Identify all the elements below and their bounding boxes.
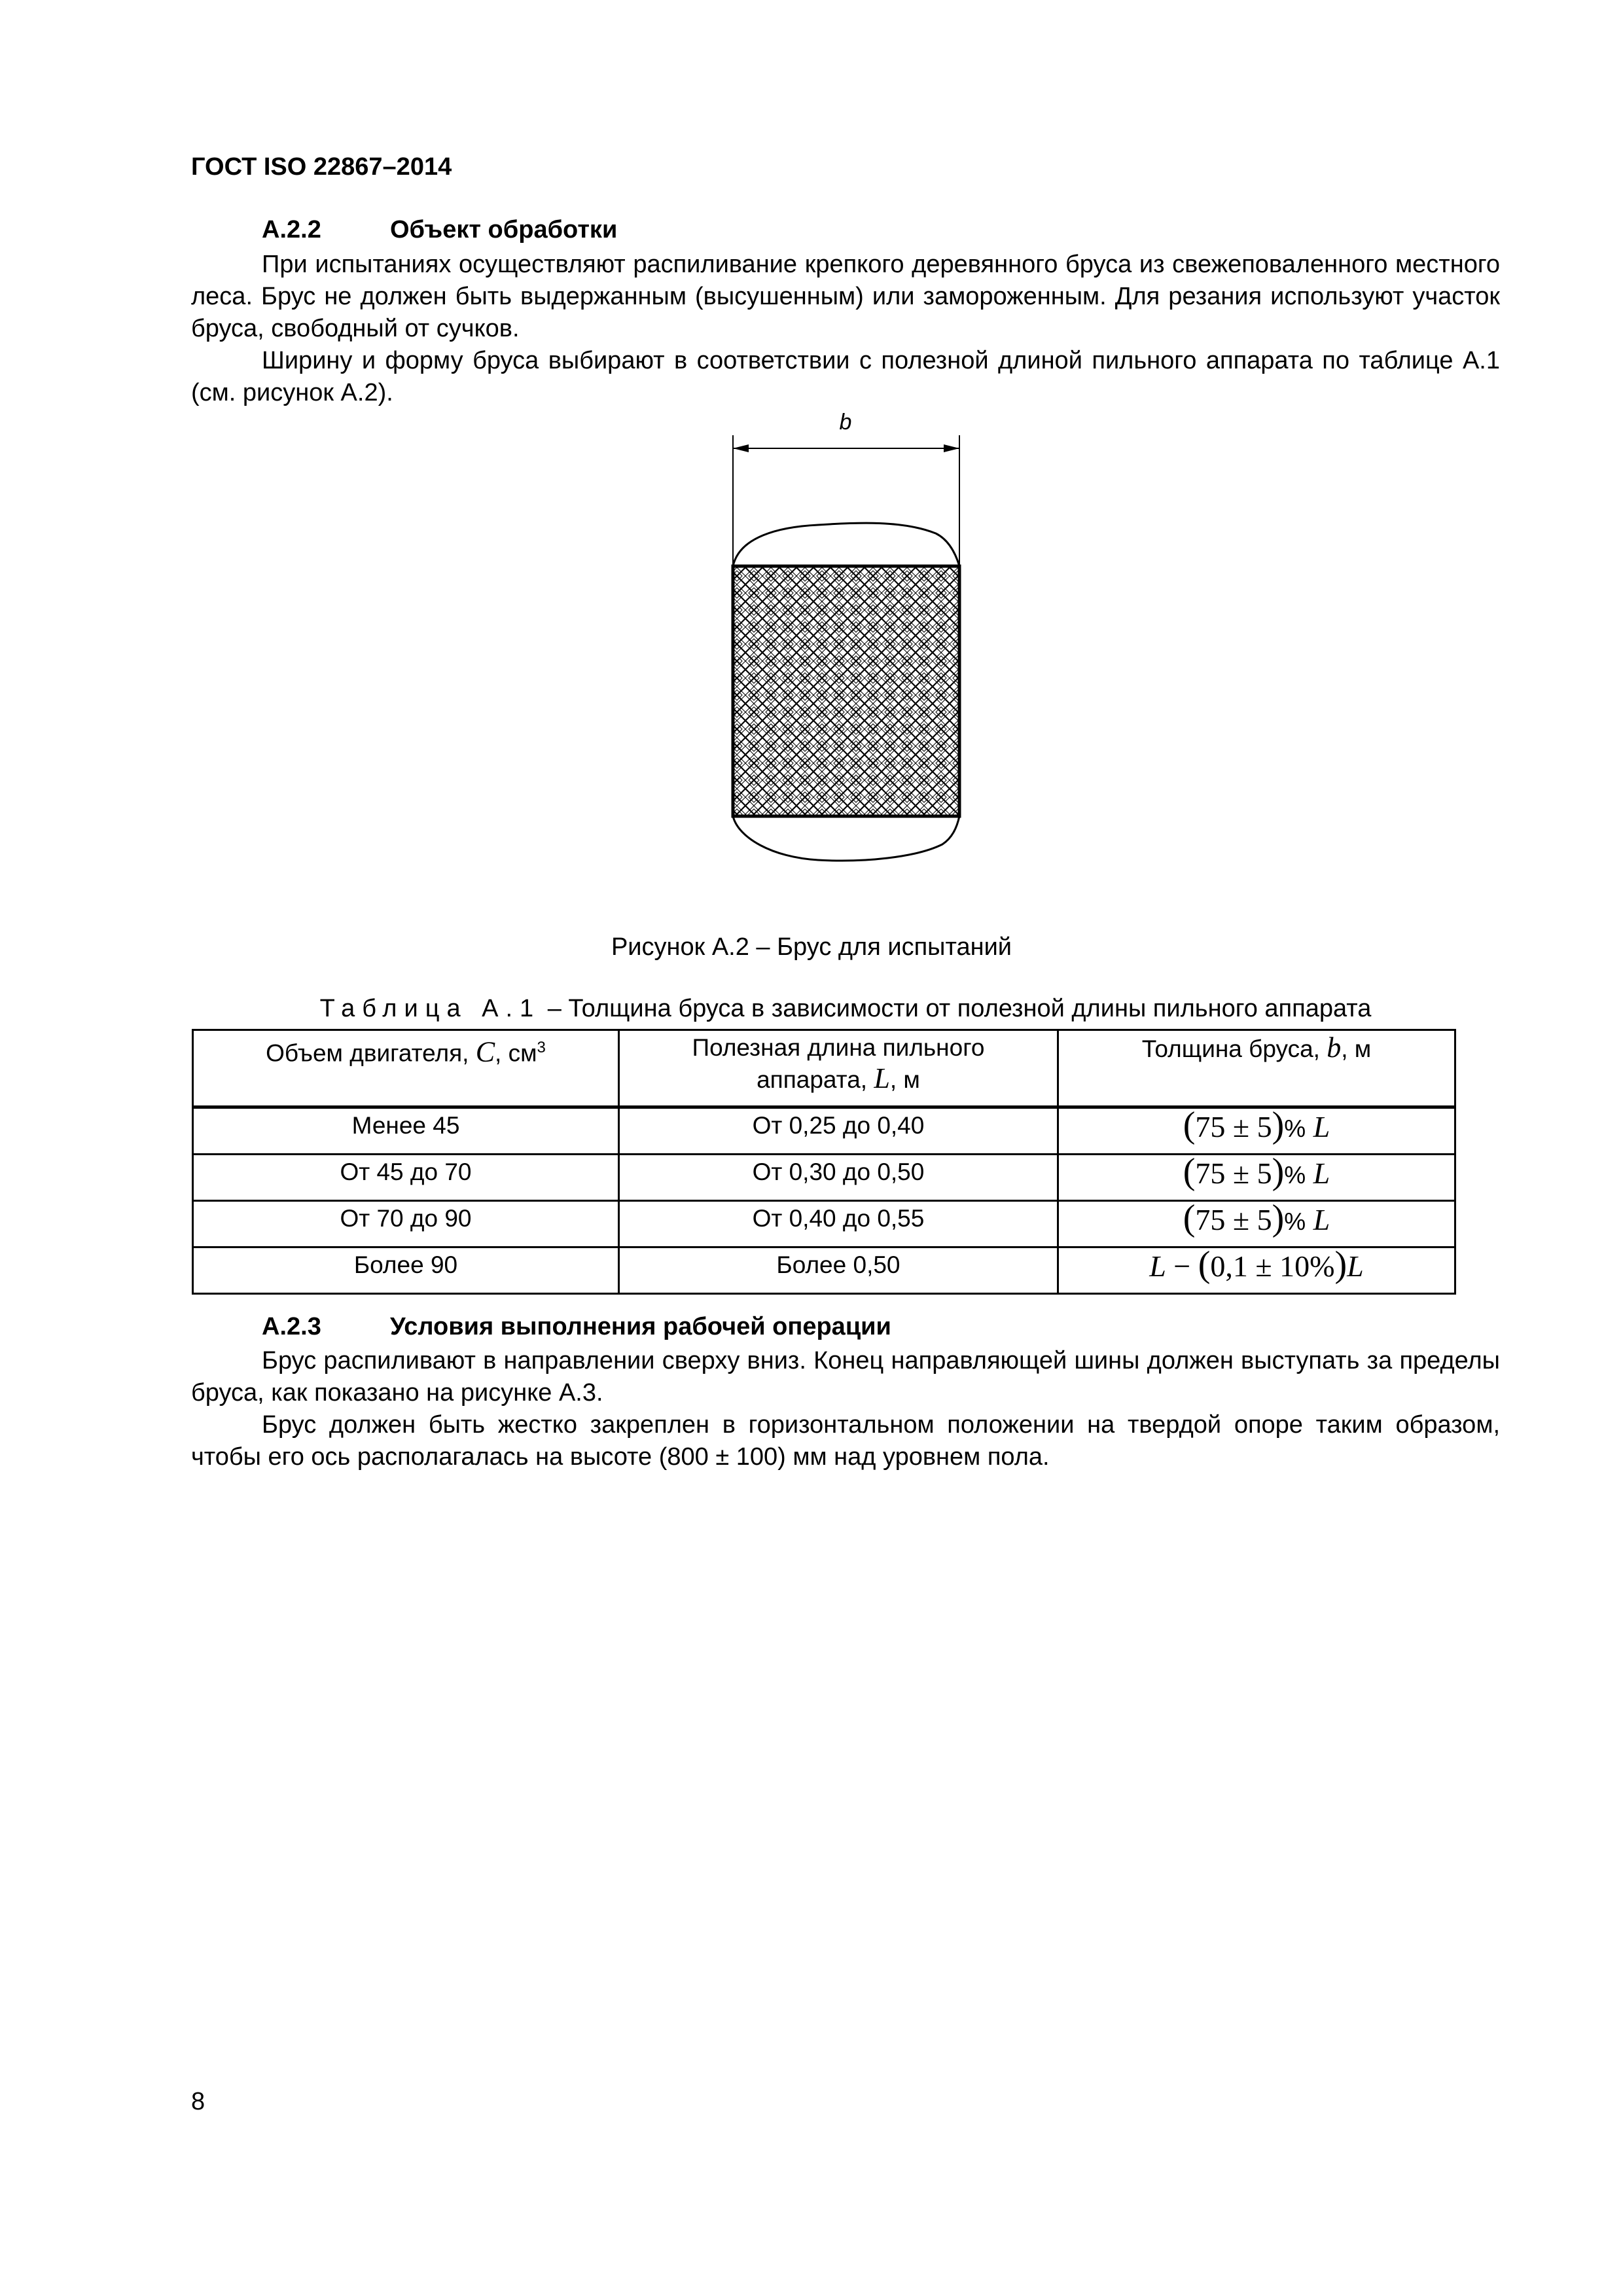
thickness-formula: (75 ± 5)% L [1183,1151,1330,1192]
section-title: Условия выполнения рабочей операции [390,1313,891,1340]
beam-figure [720,406,982,897]
table-caption-prefix: Таблица А.1 [319,995,541,1022]
table-row [193,1201,1455,1247]
paragraph-a23-2: Брус должен быть жестко закреплен в горизонтальном положении на твердой опоре таким образом, чтобы его ось располагалась на высоте (800 ± 100) мм над уровнем пола. [191,1411,1500,1471]
cell-thickness [1058,1107,1455,1155]
cell-thickness [1058,1244,1455,1294]
cell-length: Более 0,50 [619,1247,1058,1294]
section-number: А.2.3 [262,1313,321,1340]
header-beam-thickness: Толщина бруса, b, м [1058,1030,1455,1107]
paragraph-a22-1: При испытаниях осуществляют распиливание крепкого деревянного бруса из свежеповаленного местного леса. Брус не должен быть выдержанным (высушенным) или замороженным. Для резания используют участок бруса, свободный от сучков. [191,251,1500,342]
beam-section [733,566,959,816]
document-header: ГОСТ ISO 22867–2014 [191,153,452,181]
table-caption [191,995,1500,1023]
paragraph-a22-2: Ширину и форму бруса выбирают в соответствии с полезной длиной пильного аппарата по таблице А.1 (см. рисунок А.2). [191,347,1500,406]
beam-bottom-edge [733,816,959,861]
cell-engine: От 45 до 70 [193,1155,619,1201]
table-row [193,1155,1455,1201]
header-useful-length: Полезная длина пильного аппарата, L, м [619,1030,1058,1107]
cell-length: От 0,25 до 0,40 [619,1107,1058,1155]
table-row [193,1247,1455,1294]
dimension-label: b [839,410,852,435]
section-number: А.2.2 [262,216,321,243]
thickness-formula: (75 ± 5)% L [1183,1198,1330,1238]
cell-engine: Более 90 [193,1247,619,1294]
dimension-line [733,435,959,569]
thickness-formula: (75 ± 5)% L [1183,1105,1330,1145]
thickness-formula: L − (0,1 ± 10%)L [1149,1244,1364,1285]
table-header-row [193,1030,1455,1107]
section-title: Объект обработки [390,216,618,243]
cell-length: От 0,30 до 0,50 [619,1155,1058,1201]
table-row [193,1107,1455,1155]
cell-engine: От 70 до 90 [193,1201,619,1247]
beam-top-edge [733,523,959,566]
paragraph-a23-1: Брус распиливают в направлении сверху вниз. Конец направляющей шины должен выступать за пределы бруса, как показано на рисунке А.3. [191,1347,1500,1407]
page-number: 8 [191,2088,205,2115]
table-caption-text: – Толщина бруса в зависимости от полезной длины пильного аппарата [541,995,1372,1022]
header-engine-volume: Объем двигателя, C, $см^3$ [193,1030,619,1107]
cell-length: От 0,40 до 0,55 [619,1201,1058,1247]
cell-thickness [1058,1151,1455,1201]
thickness-table [192,1029,1456,1295]
cell-thickness [1058,1198,1455,1247]
cell-engine: Менее 45 [193,1107,619,1155]
figure-caption: Рисунок А.2 – Брус для испытаний [611,933,1012,961]
